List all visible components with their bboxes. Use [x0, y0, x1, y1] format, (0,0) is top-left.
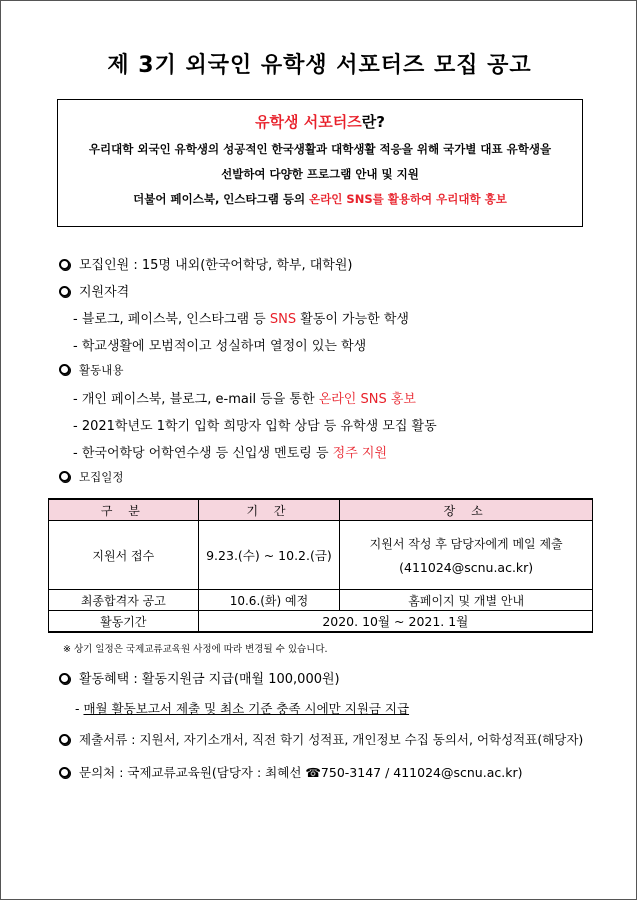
qualification-item-2: - 학교생활에 모범적이고 성실하며 열정이 있는 학생	[73, 339, 367, 354]
schedule-note: ※ 상기 일정은 국제교류교육원 사정에 따라 변경될 수 있습니다.	[63, 644, 328, 655]
activities-item-3	[73, 442, 387, 461]
schedule-header-place: 장 소	[340, 499, 593, 521]
activities-item-1	[73, 388, 416, 407]
benefits-text: 활동혜택 : 활동지원금 지급(매월 100,000원)	[79, 672, 340, 687]
table-cell: 홈페이지 및 개별 안내	[340, 590, 593, 611]
benefits-sub	[75, 699, 409, 717]
intro-box	[57, 99, 583, 227]
schedule-header-category: 구 분	[49, 499, 199, 521]
table-row	[49, 521, 593, 590]
benefits-sub-text: 매월 활동보고서 제출 및 최소 기준 충족 시에만 지원금 지급	[83, 701, 410, 716]
schedule-header-period: 기 간	[198, 499, 340, 521]
qualification-item-1-prefix: - 블로그, 페이스북, 인스타그램 등	[73, 312, 270, 327]
activities-item-2: - 2021학년도 1학기 입학 희망자 입학 상담 등 유학생 모집 활동	[73, 419, 437, 434]
submission-email: (411024@scnu.ac.kr)	[399, 560, 534, 575]
dash-marker: -	[75, 701, 84, 716]
table-cell	[340, 521, 593, 590]
qualification-item-1-red: SNS	[269, 312, 297, 327]
recruit-count-text: 모집인원 : 15명 내외(한국어학당, 학부, 대학원)	[79, 258, 353, 273]
table-row	[49, 611, 593, 633]
circle-bullet-icon	[59, 767, 70, 778]
table-cell: 최종합격자 공고	[49, 590, 199, 611]
circle-bullet-icon	[59, 364, 70, 375]
table-cell: 활동기간	[49, 611, 199, 633]
intro-heading-red: 유학생 서포터즈	[255, 113, 362, 131]
table-cell: 지원서 접수	[49, 521, 199, 590]
schedule-heading	[59, 469, 123, 485]
table-cell: 2020. 10월 ~ 2021. 1월	[198, 611, 592, 633]
activities-item-1-red: 온라인 SNS 홍보	[318, 392, 416, 407]
intro-heading-suffix: 란?	[361, 113, 385, 131]
schedule-table	[48, 498, 593, 633]
qualification-item-1	[73, 308, 409, 327]
intro-line-3-prefix: 더불어 페이스북, 인스타그램 등의	[133, 192, 310, 206]
documents-text: 제출서류 : 지원서, 자기소개서, 직전 학기 성적표, 개인정보 수집 동의서, 어학성적표(해당자)	[79, 732, 584, 747]
intro-line-2: 선발하여 다양한 프로그램 안내 및 지원	[221, 167, 419, 181]
circle-bullet-icon	[59, 673, 70, 684]
qualification-heading-text: 지원자격	[79, 285, 130, 300]
contact-item	[59, 763, 522, 781]
documents-item	[59, 730, 583, 748]
table-cell: 10.6.(화) 예정	[198, 590, 340, 611]
intro-line-3	[58, 191, 582, 207]
activities-item-1-prefix: - 개인 페이스북, 블로그, e-mail 등을 통한	[73, 392, 319, 407]
page-title: 제 3기 외국인 유학생 서포터즈 모집 공고	[107, 53, 532, 78]
intro-line-3-red: 온라인 SNS를 활용하여 우리대학 홍보	[309, 192, 507, 206]
activities-item-3-red: 정주 지원	[332, 446, 388, 461]
circle-bullet-icon	[59, 286, 70, 297]
qualification-item-1-suffix: 활동이 가능한 학생	[296, 312, 409, 327]
qualification-heading	[59, 281, 129, 300]
activities-heading-text: 활동내용	[79, 363, 124, 377]
schedule-heading-text: 모집일정	[79, 470, 124, 484]
activities-heading	[59, 362, 123, 378]
benefits-item	[59, 668, 340, 687]
circle-bullet-icon	[59, 734, 70, 745]
circle-bullet-icon	[59, 259, 70, 270]
recruit-count-item	[59, 254, 352, 273]
table-cell: 9.23.(수) ~ 10.2.(금)	[198, 521, 340, 590]
table-row	[49, 590, 593, 611]
intro-heading	[58, 111, 582, 132]
intro-line-1: 우리대학 외국인 유학생의 성공적인 한국생활과 대학생활 적응을 위해 국가별 대표 유학생을	[88, 142, 552, 156]
activities-item-3-prefix: - 한국어학당 어학연수생 등 신입생 멘토링 등	[73, 446, 333, 461]
contact-text: 문의처 : 국제교류교육원(담당자 : 최혜선 ☎750-3147 / 411024@scnu.ac.kr)	[79, 765, 523, 780]
circle-bullet-icon	[59, 471, 70, 482]
submission-method: 지원서 작성 후 담당자에게 메일 제출	[369, 537, 563, 551]
schedule-header-row	[49, 499, 593, 521]
